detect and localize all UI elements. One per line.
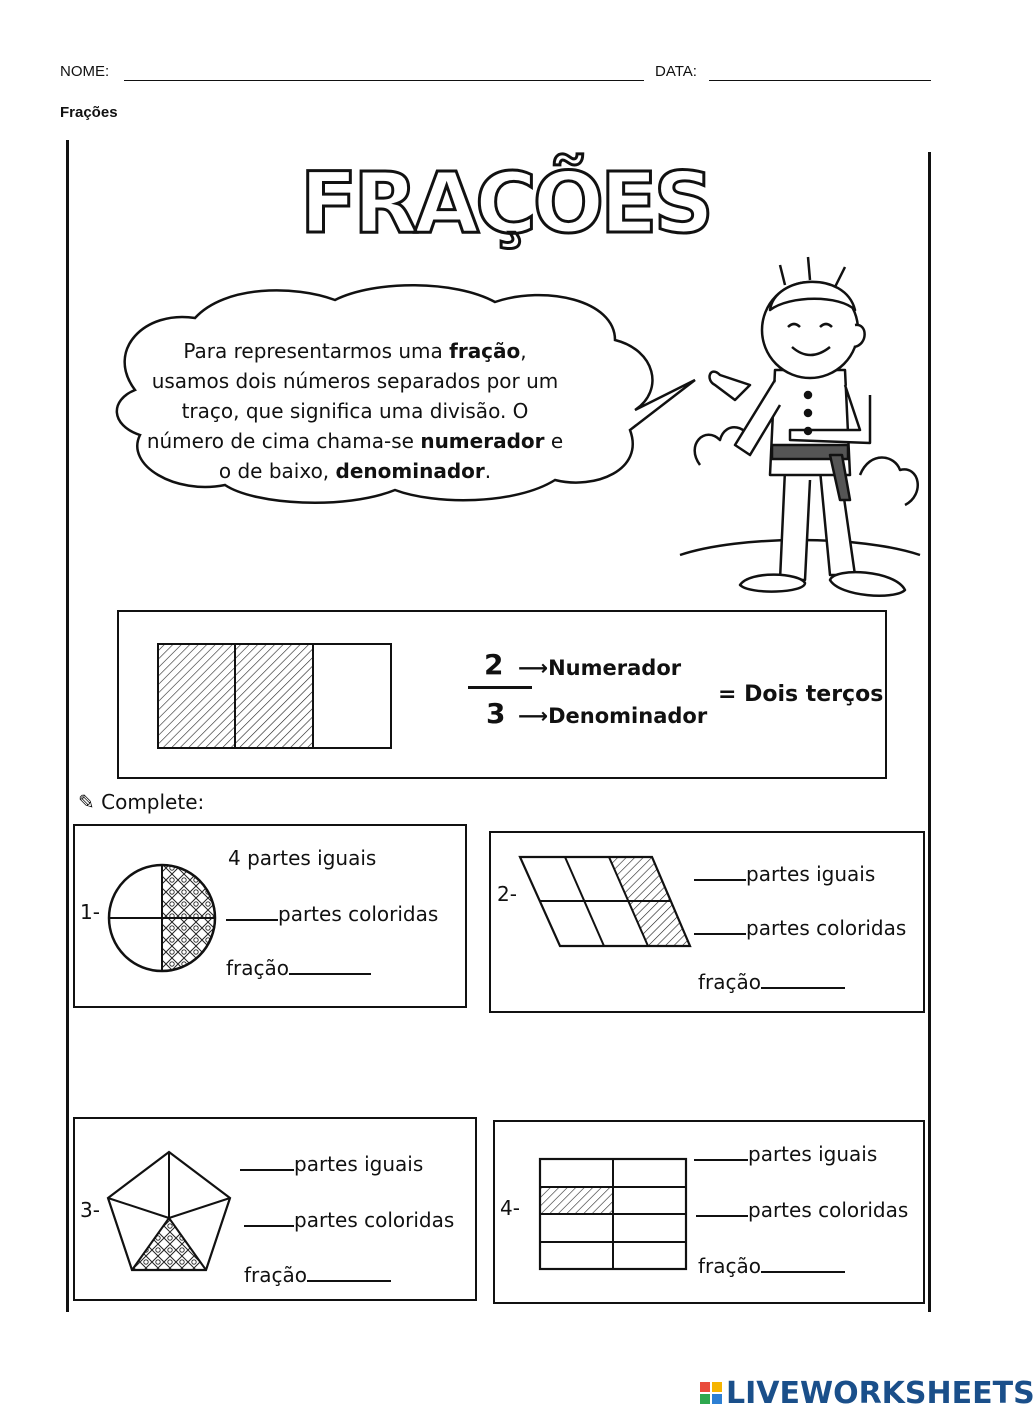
exercise-1-answer-blank[interactable] bbox=[226, 919, 278, 921]
exercise-4-grid-diagram bbox=[538, 1157, 690, 1271]
denominator-arrow-label: ⟶Denominador bbox=[518, 704, 708, 728]
page-subtitle: Frações bbox=[60, 104, 118, 121]
exercise-3-line1: partes iguais bbox=[240, 1152, 423, 1176]
exercise-3-colored-blank[interactable] bbox=[244, 1225, 294, 1227]
exercise-2-colored-blank[interactable] bbox=[694, 933, 746, 935]
exercise-4-line2: partes coloridas bbox=[696, 1198, 908, 1222]
exercise-3-parts-blank[interactable] bbox=[240, 1169, 294, 1171]
example-denominator: 3 bbox=[486, 697, 506, 730]
exercise-4-number: 4- bbox=[500, 1196, 520, 1220]
date-label: DATA: bbox=[655, 63, 697, 80]
name-label: NOME: bbox=[60, 63, 110, 80]
exercise-2-line3: fração bbox=[698, 970, 845, 994]
grid-part-shaded bbox=[540, 1187, 612, 1215]
exercise-2-line1: partes iguais bbox=[694, 862, 875, 886]
exercise-3-fraction-blank[interactable] bbox=[307, 1280, 391, 1282]
exercise-1-circle-diagram bbox=[106, 862, 218, 974]
exercise-2-parts-blank[interactable] bbox=[694, 879, 746, 881]
exercise-2-number: 2- bbox=[497, 882, 517, 906]
fraction-bar bbox=[468, 686, 532, 689]
exercise-3-line3: fração bbox=[244, 1263, 391, 1287]
exercise-4-line1: partes iguais bbox=[694, 1142, 877, 1166]
exercise-3-pentagon-diagram bbox=[104, 1148, 234, 1274]
exercise-2-line2: partes coloridas bbox=[694, 916, 906, 940]
title-text: FRAÇÕES bbox=[299, 154, 711, 252]
exercise-4-fraction-blank[interactable] bbox=[761, 1271, 845, 1273]
name-field-line[interactable] bbox=[124, 80, 644, 81]
frame-left-border bbox=[66, 140, 69, 1312]
exercise-1-fraction-blank[interactable] bbox=[289, 973, 371, 975]
exercise-1-line3: fração bbox=[226, 956, 371, 980]
exercise-3-line2: partes coloridas bbox=[244, 1208, 454, 1232]
exercise-1-line2: partes coloridas bbox=[226, 902, 438, 926]
exercise-4-colored-blank[interactable] bbox=[696, 1215, 748, 1217]
exercise-2-parallelogram-diagram bbox=[518, 855, 694, 949]
arrow-right-icon: ⟶ bbox=[518, 704, 549, 728]
pentagon-part-shaded bbox=[132, 1218, 206, 1270]
frame-right-border bbox=[928, 152, 931, 1312]
exercise-4-line3: fração bbox=[698, 1254, 845, 1278]
example-equals-text: = Dois terços bbox=[718, 682, 884, 707]
exercise-1-line1: 4 partes iguais bbox=[228, 846, 377, 870]
exercise-4-parts-blank[interactable] bbox=[694, 1159, 748, 1161]
example-numerator: 2 bbox=[484, 648, 504, 681]
example-bar-part-shaded bbox=[158, 644, 235, 748]
date-field-line[interactable] bbox=[709, 80, 931, 81]
pencil-icon: ✎ bbox=[78, 790, 95, 814]
exercise-1-number: 1- bbox=[80, 900, 100, 924]
worksheet-title bbox=[299, 140, 711, 252]
complete-instruction: ✎ Complete: bbox=[78, 790, 205, 814]
exercise-3-number: 3- bbox=[80, 1198, 100, 1222]
numerator-arrow-label: ⟶Numerador bbox=[518, 656, 682, 680]
exercise-2-fraction-blank[interactable] bbox=[761, 987, 845, 989]
example-bar-diagram bbox=[157, 643, 393, 751]
footer-brand[interactable] bbox=[700, 1375, 1035, 1411]
arrow-right-icon: ⟶ bbox=[518, 656, 549, 680]
brand-name: LIVEWORKSHEETS bbox=[726, 1375, 1035, 1411]
liveworksheets-logo-icon bbox=[700, 1382, 722, 1404]
example-bar-part-shaded bbox=[235, 644, 313, 748]
example-bar-part-blank bbox=[313, 644, 391, 748]
speech-bubble-text: Para representarmos uma fração, usamos dois números separados por um traço, que significa uma divisão. O número de cima chama-se numerador e o de baixo, denominador. bbox=[146, 339, 564, 483]
boy-illustration bbox=[680, 255, 925, 615]
